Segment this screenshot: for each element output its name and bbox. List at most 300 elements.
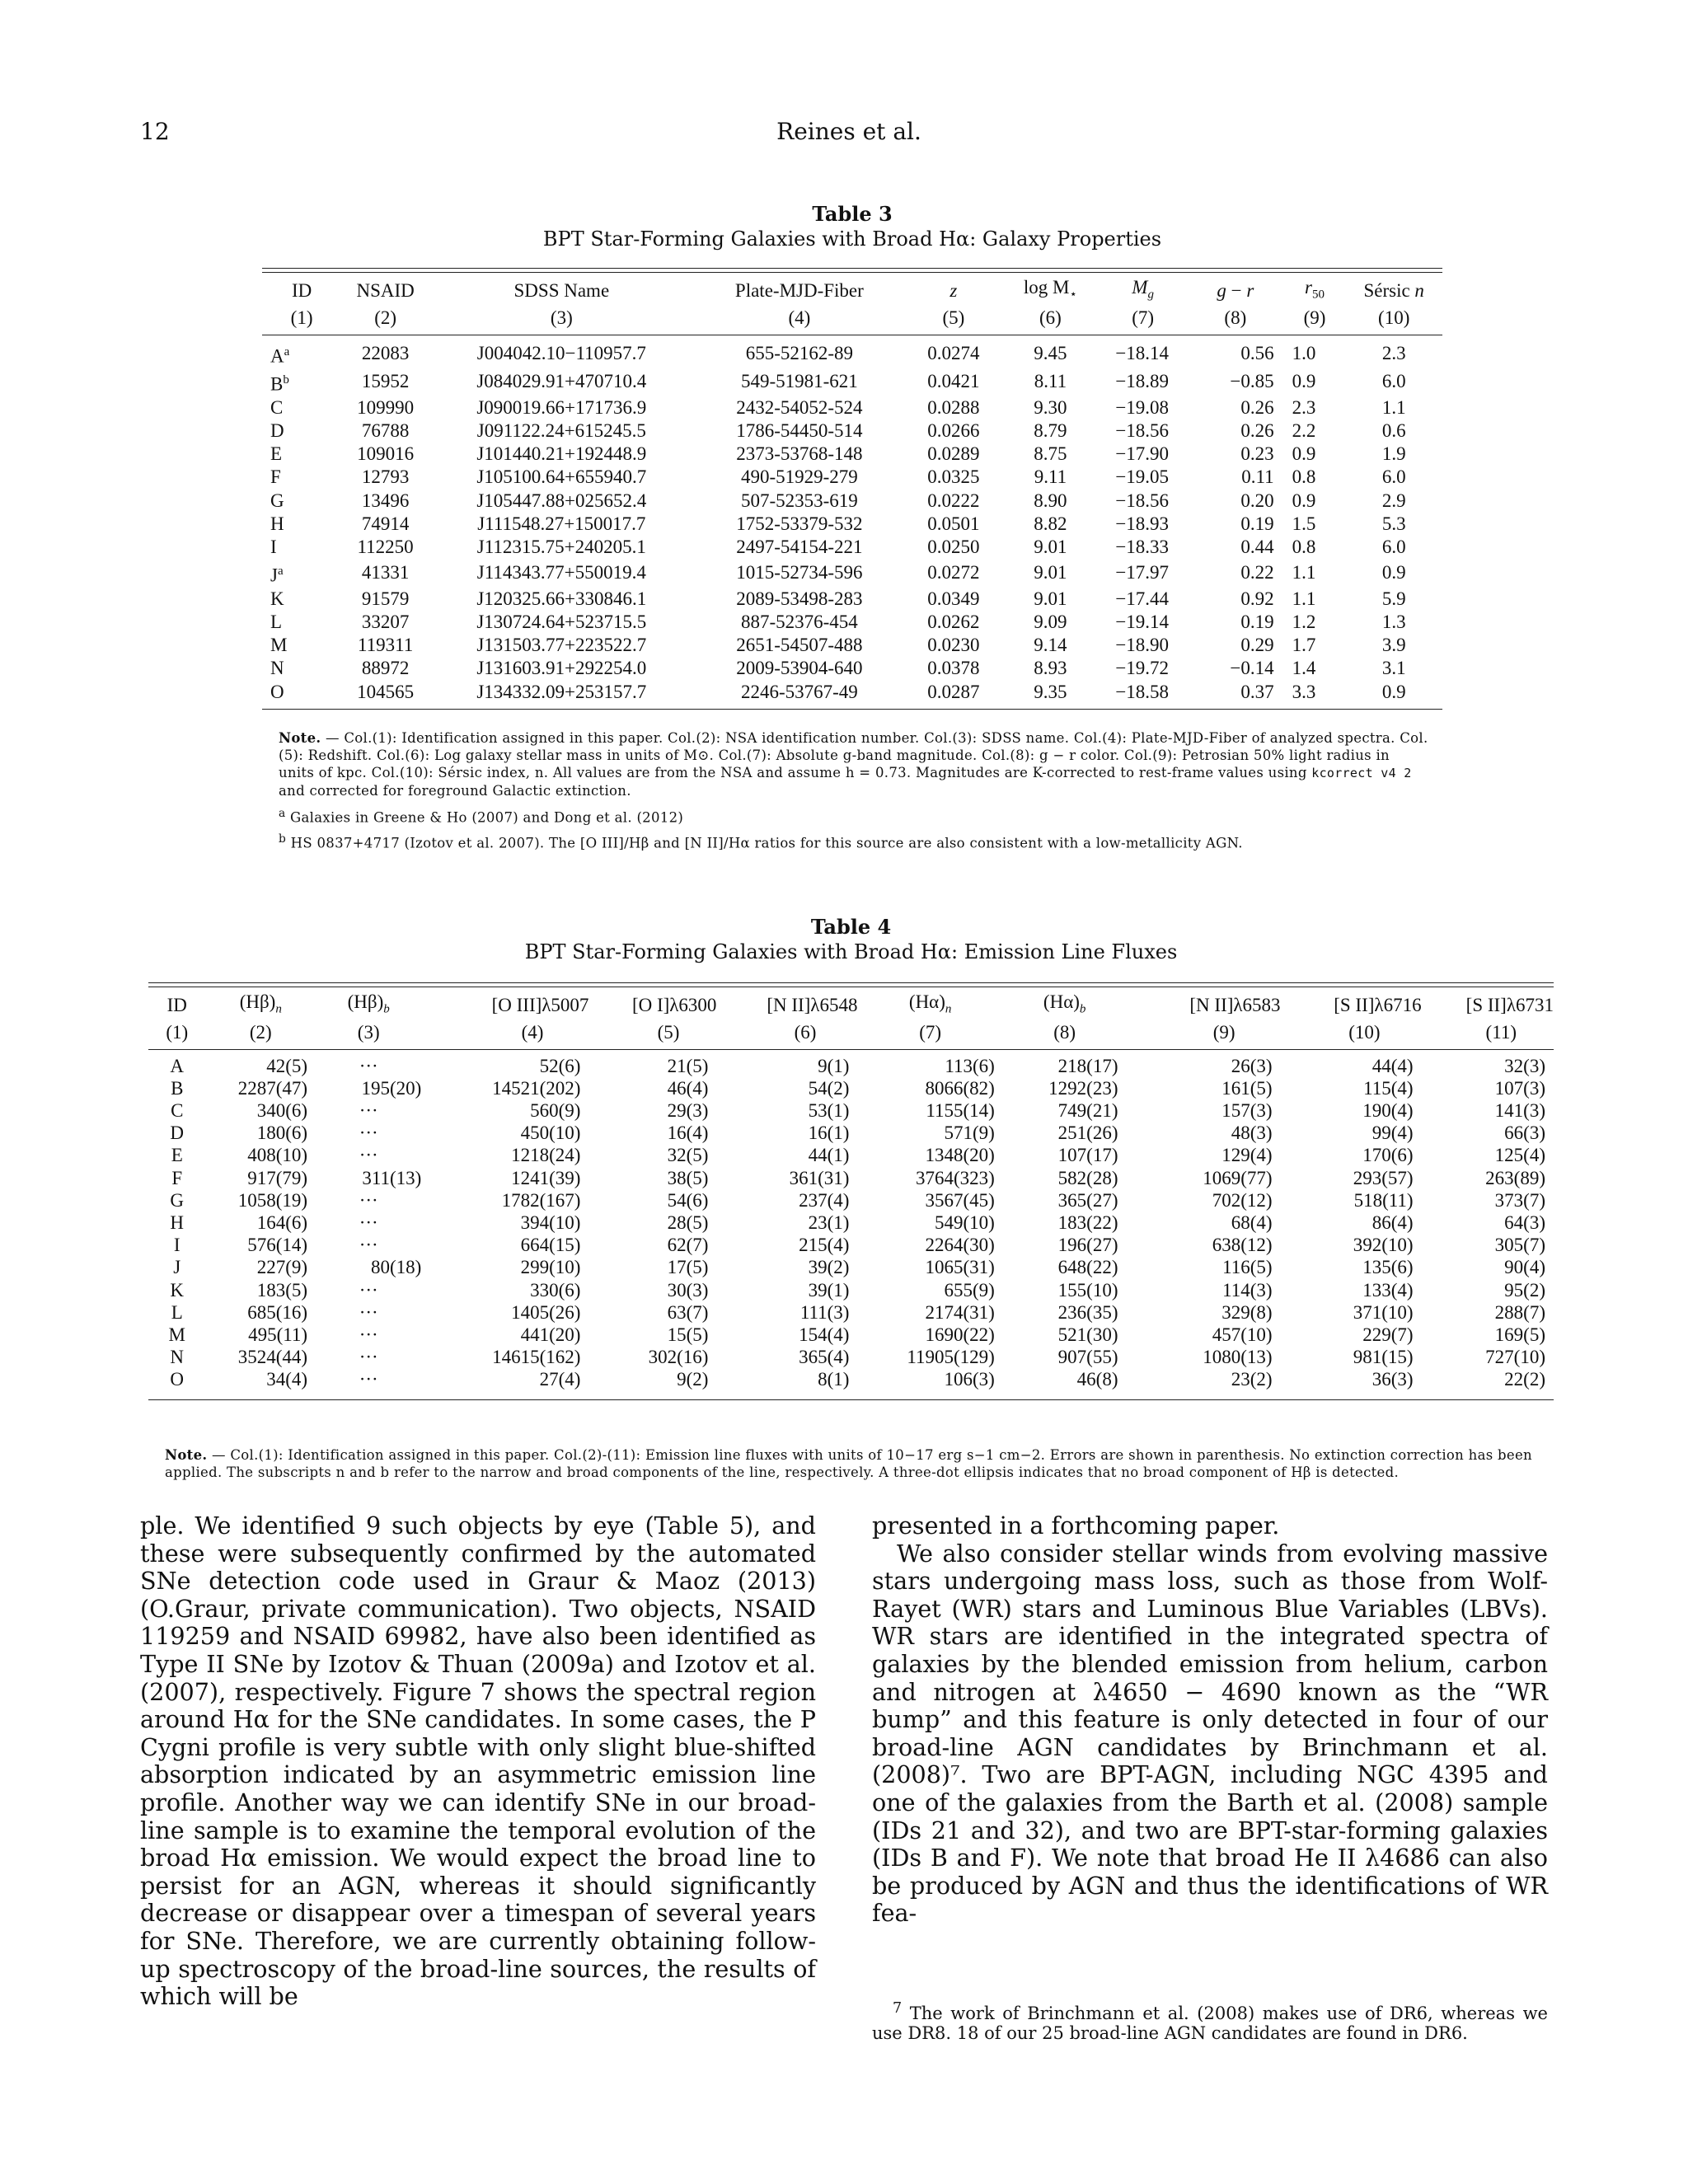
table4-row xyxy=(148,1301,1554,1324)
t3-col-id: ID xyxy=(291,280,312,302)
t3-cell-z: 0.0262 xyxy=(927,611,980,632)
t4-col-sii6716: [S II]λ6716 xyxy=(1334,995,1422,1016)
table3-row xyxy=(262,560,1442,588)
t4-cell: 190(4) xyxy=(1362,1100,1414,1121)
footnote-7 xyxy=(872,1999,1548,2043)
t4-cell: 576(14) xyxy=(247,1235,308,1256)
t4-cell: 749(21) xyxy=(1057,1100,1118,1121)
t3-cell-mg: −17.97 xyxy=(1115,562,1170,583)
t3-cell-r50: 0.8 xyxy=(1292,466,1316,488)
t3-cell-r50: 1.5 xyxy=(1292,513,1316,534)
t3-cell-r50: 1.0 xyxy=(1292,343,1316,364)
t4-cell: 28(5) xyxy=(667,1212,709,1234)
t4-col-id: ID xyxy=(166,995,187,1016)
t4-cell: 106(3) xyxy=(944,1369,995,1390)
t4-cell: 907(55) xyxy=(1057,1347,1118,1368)
t4-cell: 54(6) xyxy=(667,1189,709,1211)
table3-footnote-b: HS 0837+4717 (Izotov et al. 2007). The [O III]/Hβ and [N II]/Hα ratios for this source are also consistent with a low-metallicity AGN. xyxy=(290,835,1243,851)
table3-row xyxy=(262,681,1442,704)
footnote-7-text: The work of Brinchmann et al. (2008) makes use of DR6, whereas we use DR8. 18 of our 25 broad-line AGN candidates are found in DR6. xyxy=(872,2004,1548,2043)
t3-cell-id: O xyxy=(270,681,284,702)
t4-cell-id: O xyxy=(170,1369,185,1390)
t4-cell-id: H xyxy=(170,1212,185,1234)
t4-cell: 107(17) xyxy=(1057,1145,1118,1166)
t4-cell: 29(3) xyxy=(667,1100,709,1121)
t3-cell-pmf: 2651-54507-488 xyxy=(736,635,863,656)
table3-row xyxy=(262,396,1442,419)
t4-cell: 53(1) xyxy=(808,1100,850,1121)
table3-header-numbers: (1) (2) (3) (4) (5) (6) (7) (8) (9) (10) xyxy=(290,307,1410,328)
table4-row xyxy=(148,1055,1554,1077)
table4-row xyxy=(148,1144,1554,1166)
t4-cell: 9(2) xyxy=(677,1369,709,1390)
t4-cell-id: L xyxy=(171,1301,183,1323)
table4-row xyxy=(148,1346,1554,1368)
t3-cell-sdss: J090019.66+171736.9 xyxy=(476,396,647,418)
t3-col-mg: $M_g$ xyxy=(1132,277,1154,302)
t4-cell: 64(3) xyxy=(1504,1212,1545,1234)
t3-cell-pmf: 507-52353-619 xyxy=(740,490,858,511)
t3-cell-z: 0.0421 xyxy=(927,371,980,392)
t3-cell-mg: −18.56 xyxy=(1115,419,1170,441)
t3-cell-z: 0.0287 xyxy=(927,681,980,702)
table4-row xyxy=(148,1256,1554,1278)
t3-cell-logm: 9.09 xyxy=(1034,611,1067,632)
t4-cell: 229(7) xyxy=(1362,1324,1414,1346)
right-column-paragraph-1: presented in a forthcoming paper. xyxy=(872,1511,1280,1540)
t3-cell-sersic: 0.9 xyxy=(1381,562,1406,583)
t3-cell-mg: −18.33 xyxy=(1115,537,1170,558)
table4-row xyxy=(148,1212,1554,1234)
t3-cell-id: N xyxy=(270,658,284,679)
t4-col-han: $(H\alpha)_n$ xyxy=(908,991,952,1016)
table3-row xyxy=(262,536,1442,559)
t3-cell-mg: −18.90 xyxy=(1115,635,1170,656)
t4-cell: 154(4) xyxy=(799,1324,850,1346)
t3-cell-gr: −0.14 xyxy=(1230,658,1274,679)
table4-row xyxy=(148,1234,1554,1256)
table4-title: BPT Star-Forming Galaxies with Broad Hα: Emission Line Fluxes xyxy=(524,940,1178,963)
t4-cell: 26(3) xyxy=(1231,1055,1273,1076)
t3-cell-logm: 9.30 xyxy=(1034,396,1067,418)
t4-cell-id: E xyxy=(171,1145,183,1166)
t3-cell-gr: 0.19 xyxy=(1240,611,1274,632)
t4-cell: 183(22) xyxy=(1057,1212,1118,1234)
t3-cell-logm: 9.14 xyxy=(1034,635,1067,656)
t3-cell-z: 0.0288 xyxy=(927,396,980,418)
t3-cell-sersic: 1.1 xyxy=(1381,396,1406,418)
t4-cell: 195(20) xyxy=(361,1077,422,1099)
table4-note-text: — Col.(1): Identification assigned in this paper. Col.(2)-(11): Emission line fluxes with units of 10−17 erg s−1 cm−2. Errors are shown in parenthesis. No extinction correction has been applied. The subscripts n and b refer to the narrow and broad components of the line, respectively. A three-dot ellipsis indicates that no broad component of Hβ is detected. xyxy=(165,1447,1532,1480)
t4-cell: 394(10) xyxy=(520,1212,581,1234)
t3-cell-r50: 2.2 xyxy=(1292,419,1316,441)
t4-cell: 99(4) xyxy=(1372,1122,1414,1144)
t4-cell: 21(5) xyxy=(667,1055,709,1076)
t4-cell: 46(4) xyxy=(667,1077,709,1099)
t4-cell: 16(1) xyxy=(808,1122,850,1144)
table3-row xyxy=(262,588,1442,611)
t4-cell: 365(27) xyxy=(1057,1189,1118,1211)
t4-cell: 311(13) xyxy=(362,1167,422,1188)
t3-cell-sersic: 1.3 xyxy=(1381,611,1406,632)
t4-cell: 114(3) xyxy=(1222,1279,1273,1301)
t3-cell-r50: 2.3 xyxy=(1292,396,1316,418)
t3-cell-id: $B^b$ xyxy=(270,373,289,395)
t3-cell-mg: −19.72 xyxy=(1115,658,1170,679)
t3-cell-pmf: 1752-53379-532 xyxy=(736,513,863,534)
table4-header-names xyxy=(148,991,1554,1021)
table3-row xyxy=(262,419,1442,443)
t3-cell-nsaid: 12793 xyxy=(361,466,410,488)
table4-row xyxy=(148,1167,1554,1189)
t4-cell: 981(15) xyxy=(1353,1347,1414,1368)
t3-cell-nsaid: 109990 xyxy=(357,396,415,418)
t4-cell: 215(4) xyxy=(799,1235,850,1256)
t4-cell: 27(4) xyxy=(539,1369,581,1390)
t4-cell: ··· xyxy=(359,1324,378,1346)
t4-cell: 8066(82) xyxy=(925,1077,995,1099)
table4-row xyxy=(148,1368,1554,1390)
t4-cell: 299(10) xyxy=(520,1257,581,1278)
t4-cell: 14521(202) xyxy=(492,1077,581,1099)
t4-cell: 237(4) xyxy=(799,1189,850,1211)
table4-row xyxy=(148,1099,1554,1122)
t3-cell-id: H xyxy=(270,513,284,534)
t3-cell-logm: 9.35 xyxy=(1034,681,1067,702)
t3-cell-sersic: 6.0 xyxy=(1381,371,1406,392)
table3-note-text-1: — Col.(1): Identification assigned in this paper. Col.(2): NSA identification number. Col.(3): SDSS name. Col.(4): Plate-MJD-Fiber of analyzed spectra. Col.(5): Redshift. Col.(6): Log galaxy stellar mass in units of M⊙. Col.(7): Absolute g-band magnitude. Col.(8): g − r color. Col.(9): Petrosian 50% light radius in units of kpc. Col.(10): Sérsic index, n. All values are from the NSA and assume h = 0.73. Magnitudes are K-corrected to rest-frame values using xyxy=(279,730,1428,780)
t4-cell: 251(26) xyxy=(1057,1122,1118,1144)
t3-cell-r50: 0.9 xyxy=(1292,371,1316,392)
t3-col-z: z xyxy=(950,280,958,302)
t3-col-logm: $\log M_⋆$ xyxy=(1023,277,1077,302)
t4-cell: 227(9) xyxy=(256,1257,308,1278)
t4-cell-id: B xyxy=(171,1077,184,1099)
t4-cell: 293(57) xyxy=(1353,1167,1414,1188)
t4-cell: 86(4) xyxy=(1372,1212,1414,1234)
t3-cell-sdss: J131603.91+292254.0 xyxy=(476,658,647,679)
table3-bottom-rule xyxy=(262,709,1442,710)
t4-cell: ··· xyxy=(359,1369,378,1390)
t4-cell-id: F xyxy=(171,1167,183,1188)
t3-cell-nsaid: 15952 xyxy=(361,371,410,392)
t4-cell: 39(1) xyxy=(808,1279,850,1301)
t3-cell-id: K xyxy=(270,588,284,609)
t3-cell-gr: 0.37 xyxy=(1240,681,1274,702)
t3-cell-id: D xyxy=(270,419,284,441)
t4-cell: 107(3) xyxy=(1494,1077,1545,1099)
t4-cell: 9(1) xyxy=(818,1055,850,1076)
t3-cell-pmf: 549-51981-621 xyxy=(740,371,858,392)
table3-row xyxy=(262,368,1442,396)
t3-cell-id: G xyxy=(270,490,284,511)
t4-cell: 116(5) xyxy=(1222,1257,1273,1278)
t3-cell-r50: 1.2 xyxy=(1292,611,1316,632)
t4-col-hbn: $(H\beta)_n$ xyxy=(239,991,282,1016)
t3-cell-logm: 8.75 xyxy=(1034,443,1067,465)
t3-cell-id: L xyxy=(270,611,283,632)
table3-title: BPT Star-Forming Galaxies with Broad Hα: Galaxy Properties xyxy=(542,227,1162,251)
t3-cell-sdss: J131503.77+223522.7 xyxy=(476,635,647,656)
t3-cell-logm: 9.11 xyxy=(1034,466,1067,488)
table4-bottom-rule xyxy=(148,1399,1554,1400)
t4-cell: 48(3) xyxy=(1231,1122,1273,1144)
t4-cell-id: J xyxy=(173,1257,181,1278)
t4-cell: 17(5) xyxy=(667,1257,709,1278)
t3-cell-sersic: 0.6 xyxy=(1381,419,1406,441)
t3-cell-nsaid: 112250 xyxy=(357,537,414,558)
table4-header-numbers: (1) (2) (3) (4) (5) (6) (7) (8) (9) (10) (11) xyxy=(166,1021,1517,1043)
t3-cell-gr: 0.11 xyxy=(1241,466,1274,488)
t3-cell-sdss: J112315.75+240205.1 xyxy=(476,537,646,558)
t3-col-nsaid: NSAID xyxy=(356,280,415,302)
t3-cell-sersic: 0.9 xyxy=(1381,681,1406,702)
t3-cell-pmf: 655-52162-89 xyxy=(745,343,854,364)
t4-cell: 582(28) xyxy=(1057,1167,1118,1188)
t4-cell: 32(5) xyxy=(667,1145,709,1166)
t4-cell: 1782(167) xyxy=(501,1189,581,1211)
t3-col-pmf: Plate-MJD-Fiber xyxy=(734,280,864,302)
t4-cell: 23(2) xyxy=(1231,1369,1273,1390)
t3-cell-id: E xyxy=(270,443,283,465)
t3-cell-mg: −17.90 xyxy=(1115,443,1170,465)
t4-cell: 11905(129) xyxy=(907,1347,995,1368)
t3-cell-gr: 0.44 xyxy=(1240,537,1274,558)
t4-cell: 38(5) xyxy=(667,1167,709,1188)
t3-cell-logm: 9.01 xyxy=(1034,562,1067,583)
t3-cell-pmf: 2497-54154-221 xyxy=(736,537,863,558)
t3-cell-logm: 9.01 xyxy=(1034,588,1067,609)
t3-cell-mg: −18.58 xyxy=(1115,681,1170,702)
t4-cell: 1155(14) xyxy=(926,1100,995,1121)
t3-cell-pmf: 1786-54450-514 xyxy=(736,419,863,441)
t4-cell: 157(3) xyxy=(1221,1100,1273,1121)
t3-cell-sersic: 1.9 xyxy=(1381,443,1406,465)
table4-label: Table 4 xyxy=(810,915,892,939)
t3-cell-mg: −17.44 xyxy=(1115,588,1170,609)
t4-cell: 638(12) xyxy=(1212,1235,1273,1256)
t3-cell-gr: 0.29 xyxy=(1240,635,1274,656)
table3-row xyxy=(262,490,1442,513)
t3-cell-r50: 0.8 xyxy=(1292,537,1316,558)
table4-caption xyxy=(148,915,1554,963)
t3-cell-z: 0.0325 xyxy=(927,466,980,488)
t3-cell-z: 0.0250 xyxy=(927,537,980,558)
t3-cell-z: 0.0274 xyxy=(927,343,980,364)
t4-cell: 66(3) xyxy=(1504,1122,1545,1144)
t3-cell-pmf: 2373-53768-148 xyxy=(736,443,863,465)
t3-cell-mg: −18.89 xyxy=(1115,371,1170,392)
t3-cell-id: $A^a$ xyxy=(270,344,290,367)
t4-cell: 3764(323) xyxy=(916,1167,995,1188)
table3-note xyxy=(279,729,1428,851)
t3-cell-r50: 1.4 xyxy=(1292,658,1316,679)
t4-cell: 36(3) xyxy=(1372,1369,1414,1390)
footnote-7-mark: 7 xyxy=(893,2000,903,2017)
t4-cell: 42(5) xyxy=(266,1055,308,1076)
t3-cell-gr: 0.20 xyxy=(1240,490,1274,511)
table3-footnote-a: Galaxies in Greene & Ho (2007) and Dong et al. (2012) xyxy=(290,809,684,826)
table4-row xyxy=(148,1279,1554,1301)
t4-cell: 46(8) xyxy=(1076,1369,1118,1390)
t4-cell: 664(15) xyxy=(520,1235,581,1256)
t4-cell: 457(10) xyxy=(1212,1324,1273,1346)
table4-row xyxy=(148,1122,1554,1144)
t3-cell-mg: −18.56 xyxy=(1115,490,1170,511)
t4-cell: 495(11) xyxy=(248,1324,308,1346)
t4-col-hbb: $(H\beta)_b$ xyxy=(347,991,390,1016)
t4-cell: 8(1) xyxy=(818,1369,850,1390)
running-title: Reines et al. xyxy=(776,118,921,145)
t3-cell-gr: 0.92 xyxy=(1240,588,1274,609)
table4-note xyxy=(165,1446,1537,1481)
t3-cell-sersic: 3.1 xyxy=(1381,658,1406,679)
t4-col-nii6548: [N II]λ6548 xyxy=(767,995,858,1016)
t4-col-oi: [O I]λ6300 xyxy=(631,995,717,1016)
t4-cell: 39(2) xyxy=(808,1257,850,1278)
t3-cell-sdss: J105447.88+025652.4 xyxy=(476,490,647,511)
t4-cell: 34(4) xyxy=(266,1369,308,1390)
table3-caption xyxy=(262,202,1442,251)
table3-note-label: Note. xyxy=(279,730,321,746)
t4-cell: 302(16) xyxy=(648,1347,709,1368)
t4-cell: 371(10) xyxy=(1353,1301,1414,1323)
table4-body xyxy=(148,1055,1554,1391)
t3-cell-gr: 0.56 xyxy=(1240,343,1274,364)
table3-row xyxy=(262,634,1442,657)
t3-cell-sersic: 6.0 xyxy=(1381,466,1406,488)
t4-cell: 14615(162) xyxy=(492,1347,581,1368)
t3-cell-gr: 0.26 xyxy=(1240,419,1274,441)
t4-cell: 2264(30) xyxy=(925,1235,995,1256)
t3-col-sersic: Sérsic n xyxy=(1363,280,1424,302)
t3-cell-id: $J^a$ xyxy=(270,564,284,586)
t4-cell: 329(8) xyxy=(1221,1301,1273,1323)
table3-row xyxy=(262,340,1442,368)
t3-cell-pmf: 2432-54052-524 xyxy=(736,396,863,418)
t4-cell: 236(35) xyxy=(1057,1301,1118,1323)
t3-cell-z: 0.0266 xyxy=(927,419,980,441)
t3-cell-nsaid: 22083 xyxy=(361,343,410,364)
table3-grid xyxy=(262,273,1442,704)
t4-cell: 648(22) xyxy=(1057,1257,1118,1278)
t4-cell: 218(17) xyxy=(1057,1055,1118,1076)
t4-cell: 330(6) xyxy=(530,1279,581,1301)
t3-cell-gr: 0.23 xyxy=(1240,443,1274,465)
t4-cell: 80(18) xyxy=(371,1257,422,1278)
table4-grid xyxy=(148,987,1554,1391)
t4-cell: 3524(44) xyxy=(237,1347,308,1368)
t3-cell-id: I xyxy=(270,537,277,558)
t3-col-r50: $r_{50}$ xyxy=(1305,277,1325,302)
t3-cell-logm: 9.45 xyxy=(1034,343,1067,364)
t3-cell-pmf: 490-51929-279 xyxy=(740,466,858,488)
t3-cell-z: 0.0230 xyxy=(927,635,980,656)
t4-col-hab: $(H\alpha)_b$ xyxy=(1043,991,1086,1016)
t4-cell: ··· xyxy=(359,1301,378,1323)
t3-cell-nsaid: 74914 xyxy=(361,513,410,534)
table4-row xyxy=(148,1324,1554,1346)
t4-cell: 1065(31) xyxy=(925,1257,995,1278)
t3-cell-sdss: J004042.10−110957.7 xyxy=(476,343,646,364)
table3-header-names xyxy=(262,276,1442,307)
t4-cell: 155(10) xyxy=(1057,1279,1118,1301)
t3-cell-id: C xyxy=(270,396,284,418)
t4-cell: 518(11) xyxy=(1353,1189,1414,1211)
t3-cell-sersic: 3.9 xyxy=(1381,635,1406,656)
t4-cell: 164(6) xyxy=(256,1212,308,1234)
t3-cell-pmf: 2246-53767-49 xyxy=(740,681,858,702)
t4-cell: 196(27) xyxy=(1057,1235,1118,1256)
t3-cell-pmf: 2009-53904-640 xyxy=(736,658,863,679)
t3-col-gr: g − r xyxy=(1217,280,1254,302)
t4-cell: ··· xyxy=(359,1189,378,1211)
t4-cell: 183(5) xyxy=(256,1279,308,1301)
t3-cell-logm: 8.93 xyxy=(1034,658,1067,679)
t4-cell: 135(6) xyxy=(1362,1257,1414,1278)
t4-cell: 68(4) xyxy=(1231,1212,1273,1234)
left-column-paragraph: ple. We identified 9 such objects by eye (Table 5), and these were subsequently confirmed by the automated SNe detection code used in Graur & Maoz (2013) (O.Graur, private communication). Two objects, NSAID 119259 and NSAID 69982, have also been identified as Type II SNe by Izotov & Thuan (2009a) and Izotov et al. (2007), respectively. Figure 7 shows the spectral region around Hα for the SNe candidates. In some cases, the P Cygni profile is very subtle with only slight blue-shifted absorption indicated by an asymmetric emission line profile. Another way we can identify SNe in our broad-line sample is to examine the temporal evolution of the broad Hα emission. We would expect the broad line to persist for an AGN, whereas it should significantly decrease or disappear over a timespan of several years for SNe. Therefore, we are currently obtaining follow-up spectroscopy of the broad-line sources, the results of which will be xyxy=(140,1511,816,2011)
t3-cell-sdss: J120325.66+330846.1 xyxy=(476,588,647,609)
t4-cell: ··· xyxy=(359,1235,378,1256)
t4-cell: ··· xyxy=(359,1347,378,1368)
t4-cell: 305(7) xyxy=(1494,1235,1545,1256)
t4-cell: 95(2) xyxy=(1504,1279,1545,1301)
page-number: 12 xyxy=(140,118,170,145)
t4-cell: 288(7) xyxy=(1494,1301,1545,1323)
t4-cell: ··· xyxy=(359,1055,378,1076)
t4-cell: 170(6) xyxy=(1362,1145,1414,1166)
t3-cell-nsaid: 41331 xyxy=(361,562,410,583)
t4-cell: 161(5) xyxy=(1221,1077,1273,1099)
t4-cell: 263(89) xyxy=(1485,1167,1545,1188)
table4-row xyxy=(148,1189,1554,1212)
table3-row xyxy=(262,657,1442,680)
t4-cell-id: M xyxy=(168,1324,185,1346)
t3-cell-id: F xyxy=(270,466,281,488)
t4-cell: 180(6) xyxy=(256,1122,308,1144)
t4-cell: 133(4) xyxy=(1362,1279,1414,1301)
table3-note-code: kcorrect v4 2 xyxy=(1311,766,1412,780)
t3-cell-logm: 8.11 xyxy=(1034,371,1067,392)
t4-cell: 90(4) xyxy=(1504,1257,1545,1278)
t4-col-sii6731: [S II]λ6731 xyxy=(1465,995,1554,1016)
t3-cell-gr: 0.22 xyxy=(1240,562,1274,583)
t3-cell-z: 0.0272 xyxy=(927,562,980,583)
t3-cell-pmf: 1015-52734-596 xyxy=(736,562,863,583)
t3-cell-nsaid: 88972 xyxy=(361,658,410,679)
t4-cell-id: D xyxy=(170,1122,185,1144)
t4-cell: 2174(31) xyxy=(925,1301,995,1323)
t4-col-oiii: [O III]λ5007 xyxy=(491,995,589,1016)
t4-cell: 22(2) xyxy=(1504,1369,1545,1390)
t3-cell-sdss: J134332.09+253157.7 xyxy=(476,681,647,702)
t4-cell: 560(9) xyxy=(530,1100,581,1121)
t3-cell-logm: 8.79 xyxy=(1034,419,1067,441)
t3-cell-pmf: 887-52376-454 xyxy=(740,611,858,632)
t4-cell: 441(20) xyxy=(520,1324,581,1346)
table3 xyxy=(262,268,1442,710)
t4-cell-id: G xyxy=(170,1189,185,1211)
t3-cell-gr: 0.19 xyxy=(1240,513,1274,534)
t3-cell-gr: −0.85 xyxy=(1230,371,1274,392)
t4-cell: 1405(26) xyxy=(511,1301,581,1323)
t4-cell: ··· xyxy=(359,1100,378,1121)
t4-cell: 111(3) xyxy=(799,1301,850,1323)
t3-cell-r50: 0.9 xyxy=(1292,490,1316,511)
t4-cell: 54(2) xyxy=(808,1077,850,1099)
t3-cell-sdss: J101440.21+192448.9 xyxy=(476,443,647,465)
